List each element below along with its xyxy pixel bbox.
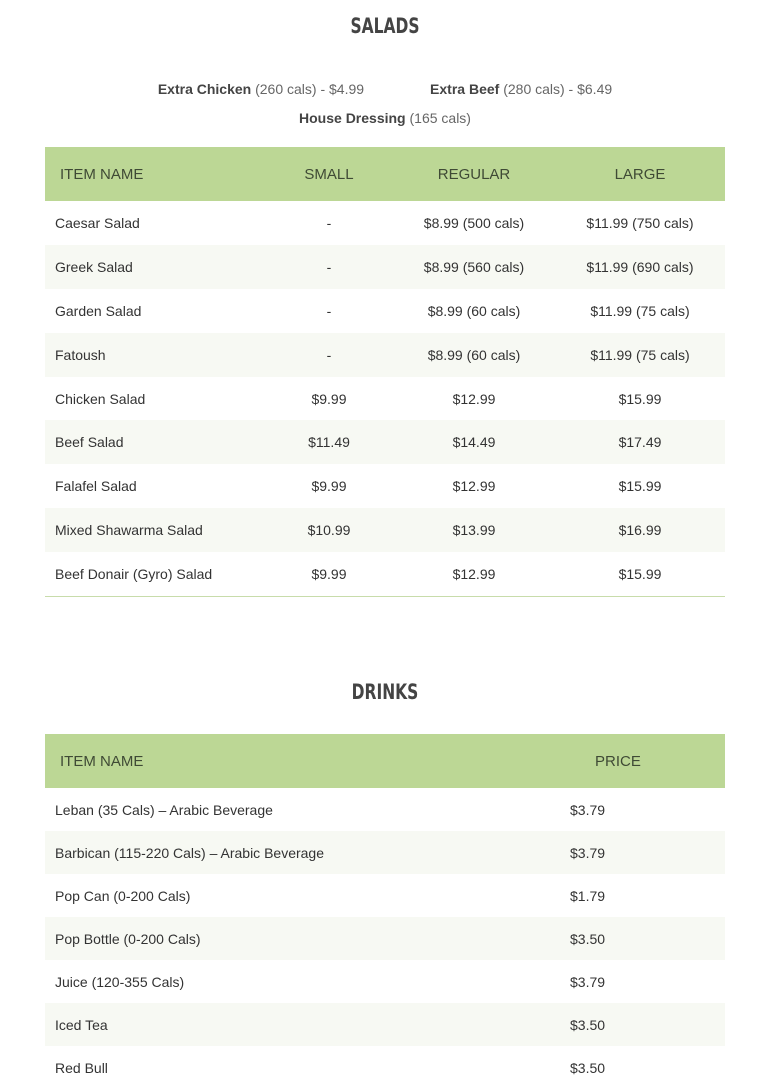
salads-extras-line-2 xyxy=(0,110,770,126)
extra-beef-name: Extra Beef xyxy=(430,81,500,97)
house-dressing-name: House Dressing xyxy=(299,110,406,126)
drinks-price: $3.50 xyxy=(570,1016,606,1033)
salads-large-price: $15.99 xyxy=(618,390,662,407)
salads-small-price: - xyxy=(326,346,332,363)
salads-col-item-name: ITEM NAME xyxy=(60,165,144,183)
drinks-item-name: Juice (120-355 Cals) xyxy=(55,973,185,990)
drinks-item-name: Leban (35 Cals) – Arabic Beverage xyxy=(55,801,273,818)
salads-large-price: $16.99 xyxy=(618,522,662,539)
salads-row xyxy=(45,245,725,289)
salads-regular-price: $8.99 (500 cals) xyxy=(423,214,525,231)
salads-small-price: $11.49 xyxy=(308,434,350,451)
salads-item-name: Falafel Salad xyxy=(55,478,137,495)
drinks-row xyxy=(45,788,725,831)
drinks-row xyxy=(45,1003,725,1046)
drinks-row xyxy=(45,960,725,1003)
salads-row xyxy=(45,420,725,464)
salads-item-name: Beef Salad xyxy=(55,434,124,451)
drinks-item-name: Red Bull xyxy=(55,1059,108,1076)
salads-item-name: Chicken Salad xyxy=(55,390,146,407)
drinks-row xyxy=(45,874,725,917)
salads-regular-price: $12.99 xyxy=(452,390,496,407)
extra-beef xyxy=(430,81,612,97)
salads-col-regular: REGULAR xyxy=(437,165,511,183)
salads-large-price: $11.99 (75 cals) xyxy=(590,346,690,363)
salads-col-large: LARGE xyxy=(614,165,666,183)
salads-header-row xyxy=(45,147,725,201)
drinks-row xyxy=(45,831,725,874)
salads-row xyxy=(45,552,725,596)
salads-regular-price: $14.49 xyxy=(452,434,496,451)
drinks-price: $3.79 xyxy=(570,801,606,818)
salads-regular-price: $8.99 (560 cals) xyxy=(423,258,525,275)
house-dressing-detail: (165 cals) xyxy=(409,110,471,126)
salads-regular-price: $13.99 xyxy=(452,522,496,539)
drinks-price: $3.50 xyxy=(570,930,606,947)
salads-small-price: $9.99 xyxy=(311,478,347,495)
salads-row xyxy=(45,464,725,508)
drinks-title: DRINKS xyxy=(351,680,419,704)
drinks-col-price: PRICE xyxy=(595,752,641,770)
salads-item-name: Fatoush xyxy=(55,346,106,363)
drinks-price: $3.79 xyxy=(570,844,606,861)
salads-row xyxy=(45,377,725,421)
salads-small-price: $9.99 xyxy=(311,390,347,407)
extra-beef-detail: (280 cals) - $6.49 xyxy=(503,81,613,97)
drinks-price: $3.79 xyxy=(570,973,606,990)
drinks-table xyxy=(45,734,725,1089)
salads-large-price: $17.49 xyxy=(618,434,662,451)
salads-item-name: Mixed Shawarma Salad xyxy=(55,522,203,539)
salads-title: SALADS xyxy=(350,14,420,38)
salads-small-price: $9.99 xyxy=(311,565,347,582)
salads-large-price: $15.99 xyxy=(618,478,662,495)
extra-chicken-detail: (260 cals) - $4.99 xyxy=(255,81,365,97)
house-dressing xyxy=(299,110,471,126)
salads-small-price: $10.99 xyxy=(307,522,351,539)
salads-extras-line-1 xyxy=(0,81,770,97)
salads-item-name: Garden Salad xyxy=(55,302,142,319)
extra-chicken-name: Extra Chicken xyxy=(157,81,252,97)
salads-regular-price: $12.99 xyxy=(452,478,496,495)
drinks-item-name: Pop Bottle (0-200 Cals) xyxy=(55,930,201,947)
salads-small-price: - xyxy=(326,258,332,275)
salads-table xyxy=(45,147,725,597)
salads-item-name: Greek Salad xyxy=(55,258,133,275)
drinks-col-item-name: ITEM NAME xyxy=(60,752,144,770)
drinks-price: $3.50 xyxy=(570,1059,606,1076)
salads-col-small: SMALL xyxy=(304,165,354,183)
salads-regular-price: $8.99 (60 cals) xyxy=(427,302,521,319)
drinks-row xyxy=(45,917,725,960)
salads-large-price: $15.99 xyxy=(618,565,662,582)
salads-regular-price: $12.99 xyxy=(452,565,496,582)
salads-large-price: $11.99 (690 cals) xyxy=(586,258,694,275)
salads-large-price: $11.99 (750 cals) xyxy=(586,214,694,231)
extra-chicken xyxy=(158,81,364,97)
salads-regular-price: $8.99 (60 cals) xyxy=(427,346,521,363)
salads-item-name: Beef Donair (Gyro) Salad xyxy=(55,565,213,582)
salads-row xyxy=(45,201,725,245)
salads-small-price: - xyxy=(326,302,332,319)
salads-item-name: Caesar Salad xyxy=(55,214,140,231)
salads-row xyxy=(45,289,725,333)
drinks-price: $1.79 xyxy=(570,887,606,904)
drinks-item-name: Barbican (115-220 Cals) – Arabic Beverage xyxy=(55,844,325,861)
drinks-header-row xyxy=(45,734,725,788)
salads-row xyxy=(45,508,725,552)
drinks-item-name: Iced Tea xyxy=(55,1016,108,1033)
drinks-row xyxy=(45,1046,725,1089)
salads-large-price: $11.99 (75 cals) xyxy=(590,302,690,319)
drinks-item-name: Pop Can (0-200 Cals) xyxy=(55,887,191,904)
salads-row xyxy=(45,333,725,377)
salads-small-price: - xyxy=(326,214,332,231)
